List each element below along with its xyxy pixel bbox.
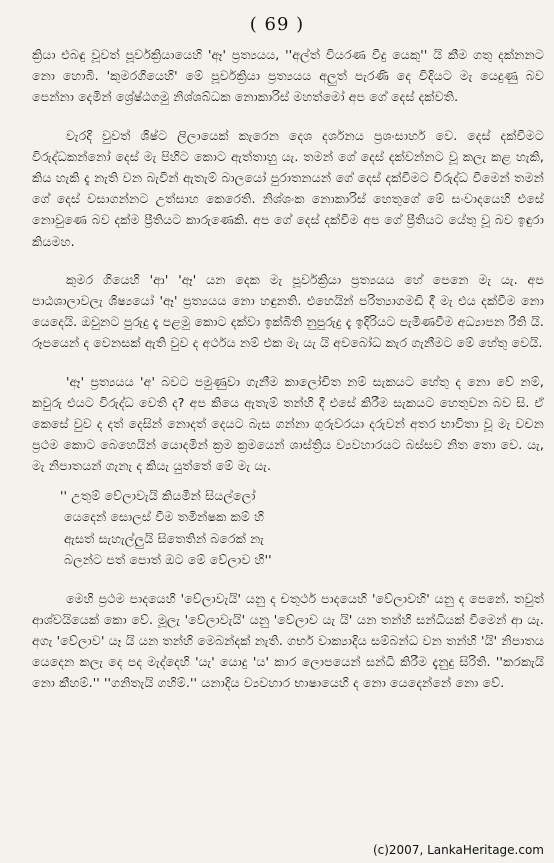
poem-line-3: ඇසත් සැහැල්ලුයි සිතෙතින් බරෙක් නැ xyxy=(64,530,264,546)
poem-quote xyxy=(60,485,544,571)
body-text xyxy=(32,44,544,711)
poem-line-1: '' උතුම් වේලාවැයි කියමින් සියල්ලෝ xyxy=(60,487,256,503)
copyright-footer: (c)2007, LankaHeritage.com xyxy=(372,843,544,857)
poem-line-4: බලන්ට පත් පොත් ඔට මේ වේලාව හි'' xyxy=(64,552,272,568)
paragraph-5: මෙහි ප්‍රථම පාදයෙහි 'වේලාවැයි' යනු ද චතුර්ථ පාදයෙහි 'වේලාවහි' යනු ද පෙනේ. තවුත් ආශ්වයියෙක් කො වේ. මූලැ 'වේලාවැයි' යනු 'වේලාව යැ යි' යන තන්හි සන්ධියක් වීමෙන් ආ යැ. අගැ 'වේලාව' යෑ යි යන තන්හි මෙබන්දක් නැති. ගර්භ වාක්‍යාදිය සම්බන්ධ වන තන්හි 'යි' නිපාතය යෙදෙන කලැ දෙ පද මැද්දෙහි 'යැ' යොදු 'ය' කාර ලොපයෙන් සන්ධි කිරීම දැනුදු සිරිති. ''කරකැයි නො කීහම්.'' ''ගනිතැයි ගහිම්.'' යනාදිය ව්‍යවහාර භාෂායෙහි ද නො යෙදෙන්නේ නො වේ. xyxy=(32,590,544,691)
paragraph-4: 'ඈ' ප්‍රත්‍යයය 'අ' බවට පමුණුවා ගැනීම කාලෝචිත නම් සැකයට හේතු ද නො වේ නම්, කවුරු එයට විරුද්ධ වෙති ද? අප කියෙ ඇතැම් තන්හි දී එසේ කිරීම සැකයට හෙතුවන බව සි. ඒ කෙසේ වුව ද දත් දෙසින් නොදත් දෙයට බැස ගන්නා ගුරුවරයා දරුවන් අතර භාවිතා වූ මැ වචන ප්‍රථම කොට බෙහෙයින් යොදමින් ක්‍රම ක්‍රමයෙන් ශාස්ත්‍රිය ව්‍යවහාරයට බස්සව නිත තො වෙ. යැ, මැ නිපාතයන් ගැනැ ද කියැ යුත්තේ මේ මැ යැ. xyxy=(32,373,544,474)
paragraph-1: ක්‍රියා එබඳු වූවත් පූර්වක්‍රියායෙහි 'ඈ' ප්‍රත්‍යයය, ''අල්ත් වියරණ වීදු යෙකු'' යි කීම ගතු දක්නනට නො හොබි. 'කුමරගියෙහි' මේ පූර්වක්‍රියා ප්‍රත්‍යයය අලුත් පැරණි දෙ විදියට මැ යෙදුණු බව පෙන්නා දෙමින් ශ්‍රේෂ්ඨගමු නිශ්ශබ්ධක නොකාරිස් මහත්මෝ අප ගේ දෙස් දක්වති. xyxy=(32,47,544,105)
page-number: ( 69 ) xyxy=(249,14,305,35)
paragraph-3: කුමර ගියෙහි 'ආ' 'ඈ' යන දෙක මැ පූර්වක්‍රියා ප්‍රත්‍යයය හේ පෙනෙ මැ යැ. අප පාඨශාලාවලැ ශිෂ්‍යයෝ 'ඈ' ප්‍රත්‍යයය නො හඳුනති. එහෙයින් පරිත්‍යාගමඩි දී මැ එය දක්වීම නො යෙදෙයි. ඔවුනට පුරුදු දැ පළමු කොට දක්වා ඉක්බිති නුපුරුදු දැ ඉදිරියට පැමිණවීම අධ්‍යාපන රීති යි. රූපයෙන් ද වෙනසක් ඇති වුව ද අර්ථය නම් එක මැ යැ යි අවබෝධ කැර ගැනීමට මේ හේතු වෙයි. xyxy=(32,271,544,351)
poem-line-2: යෙදෙන් සොලස් වීම තමින්ෂක කම් හි xyxy=(64,509,265,525)
paragraph-2: වැරදි වුවත් ශිෂ්ට ලිලායෙක් කැරෙන දෙශ දර්ශනය ප්‍රශංසාර්හ වෙ. දෙස් දක්වීමට විරුද්ධකන්නෝ දෙස් මැ පිහිට කොට ඇත්තාහු යැ. තමන් ගේ දෙස් දක්වන්නට වූ කලැ කළ හැකි, කිය හැකි දැ නැති වන බැවින් ඇතැම් බාලයෝ පුරාතනයන් ගේ දෙස් දක්වීමට විරුද්ධ වීමෙන් තමන් ගේ දෙස් වසාගන්නට උත්සාහ කෙරෙති. නිශ්ශංක නොකාරිස් හෙතුගේ මේ සංවාදයෙහි එසේ නොවුණෙ බව දක්ම ප්‍රීතියට කාරුණෙකි. අප ගේ දෙස් දක්වීම අප ගේ ප්‍රීතියට යේතු වූ බව ඉඳුරා කියමහ. xyxy=(32,127,544,249)
